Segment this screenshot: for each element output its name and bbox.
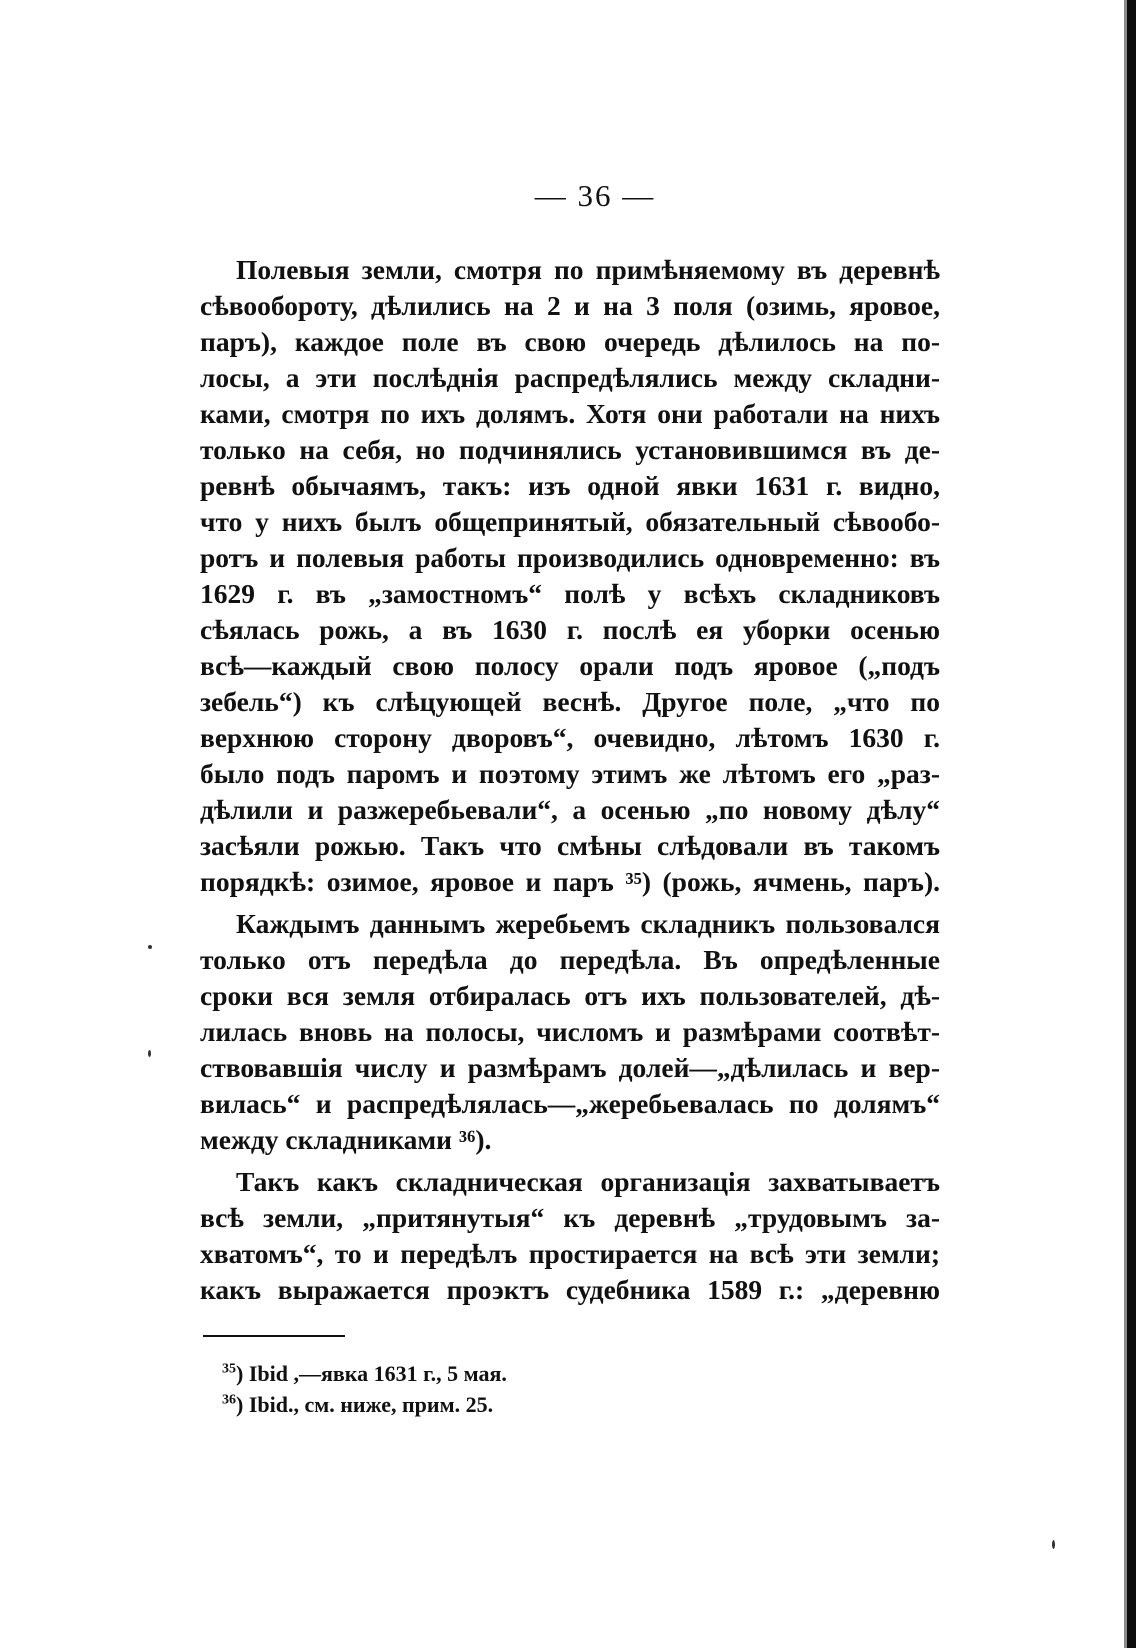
text-line: ками, смотря по ихъ долямъ. Хотя они работали на нихъ bbox=[200, 398, 940, 429]
page-number: — 36 — bbox=[534, 178, 656, 213]
paragraph-2 bbox=[200, 906, 940, 1158]
text-line: лосы, а эти послѣднія распредѣлялись между складни- bbox=[200, 362, 940, 393]
text-line: порядкѣ: озимое, яровое и паръ ³⁵) (рожь, ячмень, паръ). bbox=[200, 866, 940, 897]
footnote-mark: 36 bbox=[222, 1392, 236, 1408]
footnote-text: ) Ibid ,—явка 1631 г., 5 мая. bbox=[236, 1361, 507, 1386]
speck bbox=[148, 1050, 151, 1057]
text-line: Каждымъ даннымъ жеребьемъ складникъ пользовался bbox=[236, 908, 940, 939]
text-line: между складниками ³⁶). bbox=[200, 1124, 492, 1155]
text-line: Такъ какъ складническая организація захватываетъ bbox=[236, 1166, 940, 1197]
footnote-text: ) Ibid., см. ниже, прим. 25. bbox=[236, 1392, 494, 1417]
text-line: только на себя, но подчинялись установившимся въ де- bbox=[200, 434, 940, 465]
text-line: засѣяли рожью. Такъ что смѣны слѣдовали въ такомъ bbox=[200, 830, 940, 861]
text-line: всѣ земли, „притянутыя“ къ деревнѣ „трудовымъ за- bbox=[200, 1202, 940, 1233]
text-line: только отъ передѣла до передѣла. Въ опредѣленные bbox=[200, 944, 940, 975]
scan-edge bbox=[1127, 0, 1136, 1648]
text-line: хватомъ“, то и передѣлъ простирается на всѣ эти земли; bbox=[200, 1238, 940, 1269]
text-line: дѣлили и разжеребьевали“, а осенью „по новому дѣлу“ bbox=[200, 794, 940, 825]
text-line: верхнюю сторону дворовъ“, очевидно, лѣтомъ 1630 г. bbox=[200, 722, 940, 753]
text-line: паръ), каждое поле въ свою очередь дѣлилось на по- bbox=[200, 326, 940, 357]
footnote-35 bbox=[222, 1358, 822, 1389]
text-line: 1629 г. въ „замостномъ“ полѣ у всѣхъ складниковъ bbox=[200, 578, 940, 609]
text-line: Полевыя земли, смотря по примѣняемому въ деревнѣ bbox=[236, 254, 940, 285]
speck bbox=[148, 945, 152, 949]
text-line: ствовавшія числу и размѣрамъ долей—„дѣлилась и вер- bbox=[200, 1052, 940, 1083]
footnote-mark: 35 bbox=[222, 1361, 236, 1377]
footnotes bbox=[222, 1358, 822, 1420]
text-line: что у нихъ былъ общепринятый, обязательный сѣвообо- bbox=[200, 506, 940, 537]
main-text bbox=[200, 252, 940, 1308]
text-line: лилась вновь на полосы, числомъ и размѣрами соотвѣт- bbox=[200, 1016, 940, 1047]
text-line: сѣялась рожь, а въ 1630 г. послѣ ея уборки осенью bbox=[200, 614, 940, 645]
text-line: зебель“) къ слѣцующей веснѣ. Другое поле, „что по bbox=[200, 686, 940, 717]
speck bbox=[1052, 1540, 1055, 1549]
text-line: ревнѣ обычаямъ, такъ: изъ одной явки 1631 г. видно, bbox=[200, 470, 940, 501]
text-line: сроки вся земля отбиралась отъ ихъ пользователей, дѣ- bbox=[200, 980, 940, 1011]
text-line: сѣвообороту, дѣлились на 2 и на 3 поля (озимь, яровое, bbox=[200, 290, 940, 321]
text-line: было подъ паромъ и поэтому этимъ же лѣтомъ его „раз- bbox=[200, 758, 940, 789]
text-line: всѣ—каждый свою полосу орали подъ яровое („подъ bbox=[200, 650, 940, 681]
text-line: вилась“ и распредѣлялась—„жеребьевалась по долямъ“ bbox=[200, 1088, 940, 1119]
paragraph-1 bbox=[200, 252, 940, 900]
paragraph-3 bbox=[200, 1164, 940, 1308]
footnote-divider bbox=[203, 1335, 345, 1337]
text-line: какъ выражается проэктъ судебника 1589 г.: „деревню bbox=[200, 1274, 940, 1305]
text-line: ротъ и полевыя работы производились одновременно: въ bbox=[200, 542, 940, 573]
footnote-36 bbox=[222, 1389, 822, 1420]
